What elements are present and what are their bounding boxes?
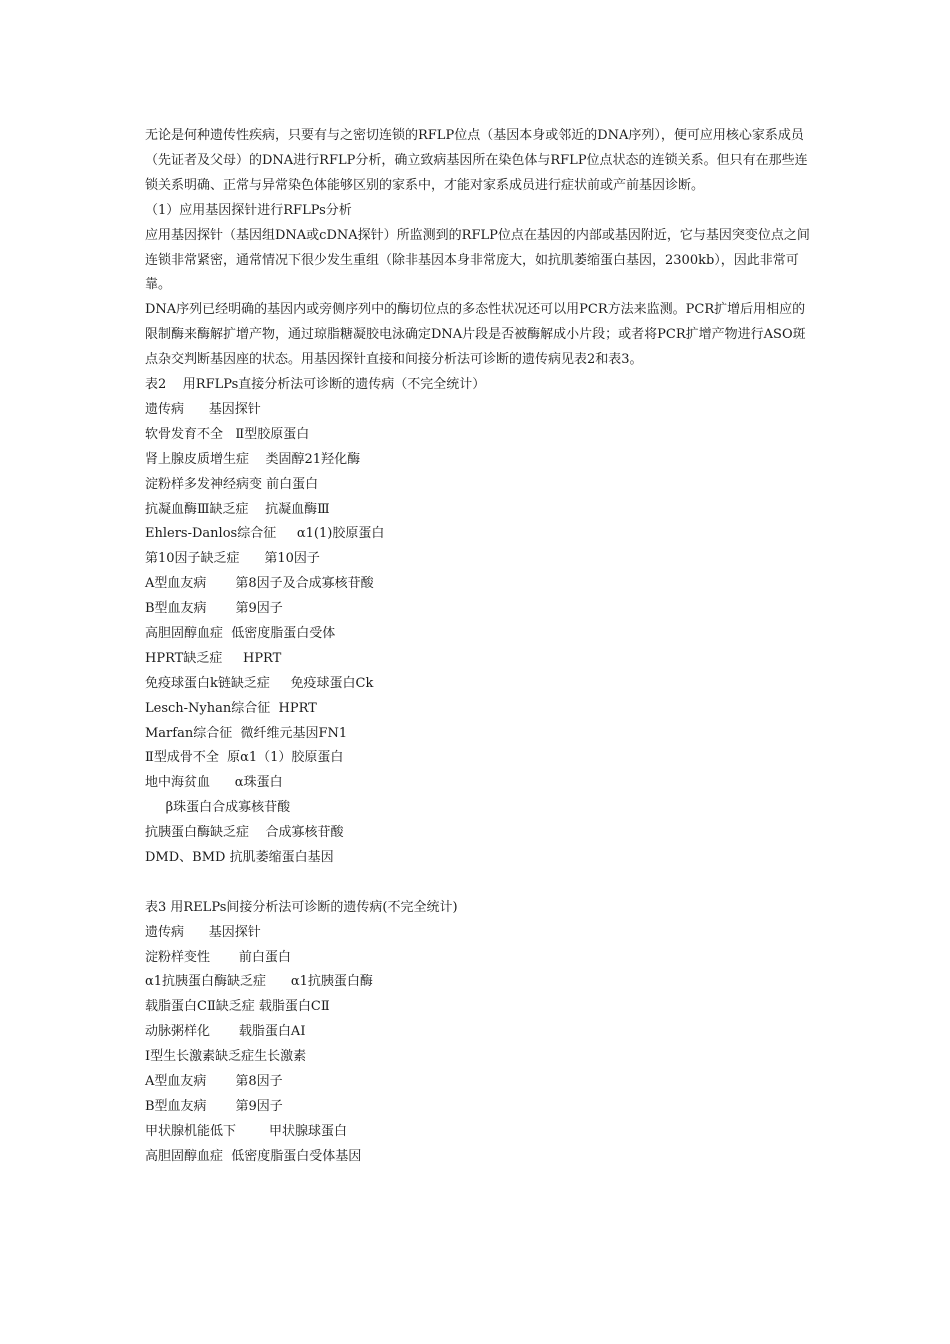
table-row: DMD、BMD 抗肌萎缩蛋白基因 <box>145 849 334 865</box>
table-row: 高胆固醇血症 低密度脂蛋白受体 <box>145 625 336 641</box>
table-2-header: 遗传病 基因探针 <box>145 401 261 417</box>
table-row: Marfan综合征 微纤维元基因FN1 <box>145 725 348 741</box>
table-row: Ⅰ型生长激素缺乏症生长激素 <box>145 1049 307 1065</box>
table-row: B型血友病 第9因子 <box>145 1098 283 1114</box>
table-row: 淀粉样变性 前白蛋白 <box>145 949 291 965</box>
document-body <box>145 124 810 1170</box>
table-row: 地中海贫血 α珠蛋白 <box>145 775 283 791</box>
table-row: Lesch-Nyhan综合征 HPRT <box>145 700 317 716</box>
table-row: 软骨发育不全 Ⅱ型胶原蛋白 <box>145 426 310 442</box>
blank-line <box>145 871 810 896</box>
table-2-caption: 表2 用RFLPs直接分析法可诊断的遗传病（不完全统计） <box>145 377 486 393</box>
table-3-header: 遗传病 基因探针 <box>145 924 261 940</box>
table-row: B型血友病 第9因子 <box>145 601 283 617</box>
table-2 <box>145 373 810 871</box>
table-row: 抗胰蛋白酶缺乏症 合成寡核苷酸 <box>145 825 344 841</box>
table-row: Ehlers-Danlos综合征 α1(1)胶原蛋白 <box>145 526 385 542</box>
table-row: A型血友病 第8因子及合成寡核苷酸 <box>145 576 374 592</box>
table-row: HPRT缺乏症 HPRT <box>145 650 282 666</box>
table-row: α1抗胰蛋白酶缺乏症 α1抗胰蛋白酶 <box>145 974 373 990</box>
intro-paragraph: 无论是何种遗传性疾病，只要有与之密切连锁的RFLP位点（基因本身或邻近的DNA序列），便可应用核心家系成员（先证者及父母）的DNA进行RFLP分析，确立致病基因所在染色体与RFLP位点状态的连锁关系。但只有在那些连锁关系明确、正常与异常染色体能够区别的家系中，才能对家系成员进行症状前或产前基因诊断。 <box>145 128 808 193</box>
table-row: Ⅱ型成骨不全 原α1（1）胶原蛋白 <box>145 750 344 766</box>
table-row: A型血友病 第8因子 <box>145 1073 283 1089</box>
table-3-caption: 表3 用RELPs间接分析法可诊断的遗传病(不完全统计) <box>145 899 458 915</box>
table-row: β珠蛋白合成寡核苷酸 <box>145 800 291 816</box>
table-row: 甲状腺机能低下 甲状腺球蛋白 <box>145 1123 348 1139</box>
table-row: 第10因子缺乏症 第10因子 <box>145 551 320 567</box>
body-paragraph-2: DNA序列已经明确的基因内或旁侧序列中的酶切位点的多态性状况还可以用PCR方法来监测。PCR扩增后用相应的限制酶来酶解扩增产物，通过琼脂糖凝胶电泳确定DNA片段是否被酶解成小片段；或者将PCR扩增产物进行ASO斑点杂交判断基因座的状态。用基因探针直接和间接分析法可诊断的遗传病见表2和表3。 <box>145 302 806 368</box>
body-paragraph-1: 应用基因探针（基因组DNA或cDNA探针）所监测到的RFLP位点在基因的内部或基因附近，它与基因突变位点之间连锁非常紧密，通常情况下很少发生重组（除非基因本身非常庞大，如抗肌萎缩蛋白基因，2300kb），因此非常可靠。 <box>145 227 810 293</box>
table-row: 肾上腺皮质增生症 类固醇21羟化酶 <box>145 451 361 467</box>
table-row: 高胆固醇血症 低密度脂蛋白受体基因 <box>145 1148 362 1164</box>
table-row: 动脉粥样化 载脂蛋白AⅠ <box>145 1024 306 1040</box>
section-heading: （1）应用基因探针进行RFLPs分析 <box>145 202 352 218</box>
table-row: 抗凝血酶Ⅲ缺乏症 抗凝血酶Ⅲ <box>145 501 330 517</box>
table-row: 淀粉样多发神经病变 前白蛋白 <box>145 476 319 492</box>
table-3 <box>145 896 810 1170</box>
table-row: 免疫球蛋白k链缺乏症 免疫球蛋白Ck <box>145 675 374 691</box>
table-row: 载脂蛋白CⅡ缺乏症 载脂蛋白CⅡ <box>145 999 330 1015</box>
